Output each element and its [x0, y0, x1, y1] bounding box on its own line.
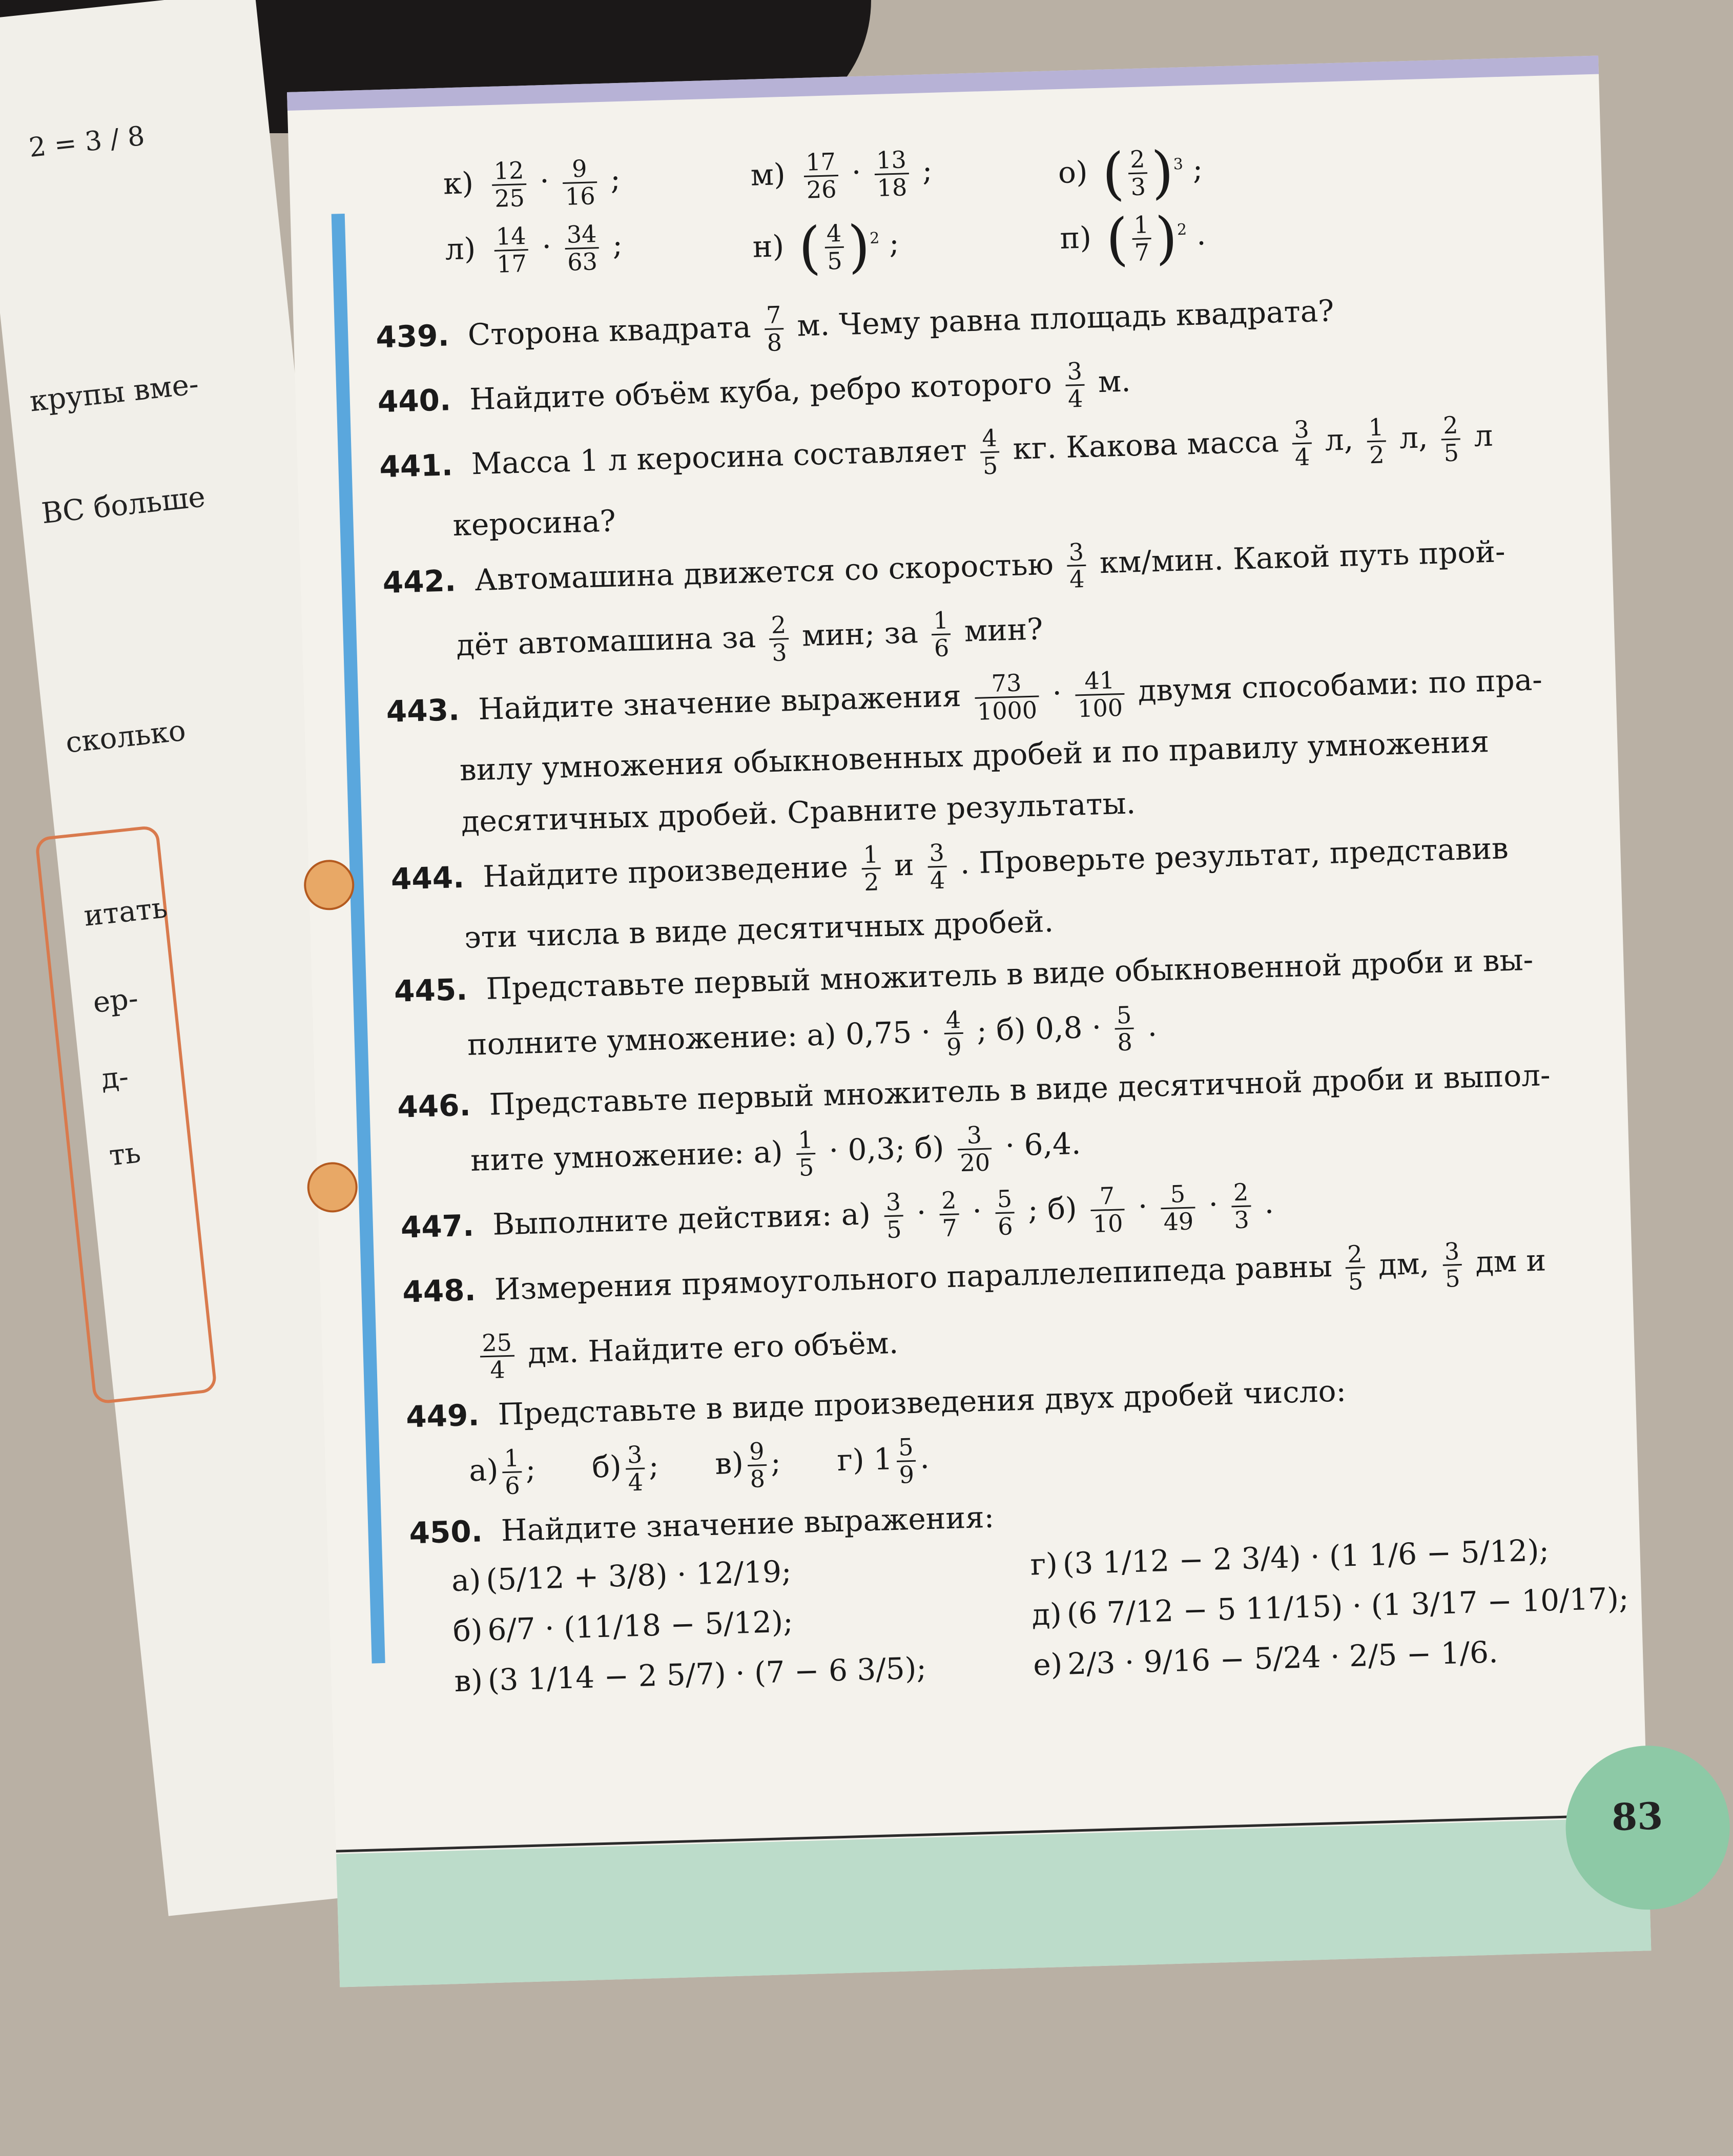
problem-439: 439. Сторона квадрата $\frac{7}{8}$ м. Чему равна площадь квадрата? — [375, 293, 1335, 357]
problem-443-line3: десятичных дробей. Сравните результаты. — [460, 785, 1136, 839]
problem-448: 448. Измерения прямоугольного параллелепипеда равны $\frac{2}{5}$ дм, $\frac{3}{5}$ дм и — [402, 1237, 1546, 1310]
item-450-e: е) 2/3 · 9/16 − 5/24 · 2/5 − 1/6. — [1033, 1634, 1499, 1683]
left-page-line: ть — [107, 1136, 142, 1173]
problem-450: 450. Найдите значение выражения: — [408, 1499, 995, 1550]
item-450-b: б) 6/7 · (11/18 − 5/12); — [452, 1604, 794, 1648]
left-page-line: ер- — [91, 982, 140, 1020]
problem-441: 441. Масса 1 л керосина составляет $\frac{4}{5}$ кг. Какова масса $\frac{3}{4}$ л, $\frac{1}{2}$ л, $\frac{2}{5}$ л — [379, 411, 1494, 484]
item-450-g: г) (3 1/12 − 2 3/4) · (1 1/6 − 5/12); — [1029, 1532, 1550, 1582]
problem-444: 444. Найдите произведение $\frac{1}{2}$ и $\frac{3}{4}$ . Проверьте результат, представив — [390, 831, 1509, 897]
item-450-v: в) (3 1/14 − 2 5/7) · (7 − 6 3/5); — [453, 1650, 927, 1698]
problem-445-line2: полните умножение: а) 0,75 · $\frac{4}{9}$ ; б) 0,8 · $\frac{5}{8}$ . — [467, 1001, 1158, 1062]
left-page-line: сколько — [64, 714, 188, 760]
left-page-line: д- — [99, 1060, 130, 1096]
problem-445: 445. Представьте первый множитель в виде обыкновенной дроби и вы- — [394, 942, 1534, 1009]
problem-443-line2: вилу умножения обыкновенных дробей и по правилу умножения — [459, 724, 1490, 788]
left-page-line: итать — [82, 891, 169, 933]
problem-440: 440. Найдите объём куба, ребро которого $\frac{3}{4}$ м. — [377, 357, 1131, 420]
page-content — [371, 128, 1629, 1700]
textbook-page — [287, 56, 1664, 1987]
problem-446-line2: ните умножение: а) $\frac{1}{5}$ · 0,3; б) $\frac{3}{20}$ · 6,4. — [470, 1121, 1082, 1181]
problem-442: 442. Автомашина движется со скоростью $\frac{3}{4}$ км/мин. Какой путь прой- — [382, 533, 1506, 600]
problem-446: 446. Представьте первый множитель в виде десятичной дроби и выпол- — [397, 1057, 1551, 1125]
item-o: о) ( $\frac{2}{3}$ )$^3$ ; — [1058, 139, 1203, 207]
item-n: н) ( $\frac{4}{5}$ )$^2$ ; — [752, 213, 900, 281]
problem-448-line2: $\frac{25}{4}$ дм. Найдите его объём. — [404, 1299, 1614, 1386]
item-450-d: д) (6 7/12 − 5 11/15) · (1 3/17 − 10/17); — [1031, 1580, 1629, 1632]
margin-blue-bar — [332, 214, 385, 1664]
problem-441-line2: керосина? — [452, 503, 616, 543]
item-k: к) $\frac{12}{25}$ · $\frac{9}{16}$ ; — [443, 154, 621, 213]
left-page-formula: 2 = 3 / 8 — [27, 120, 147, 164]
item-p: п) ( $\frac{1}{7}$ )$^2$ . — [1059, 204, 1207, 273]
left-page-line: ВС больше — [40, 480, 207, 531]
problem-444-line2: эти числа в виде десятичных дробей. — [464, 904, 1054, 956]
problem-450-items — [410, 1530, 1629, 1699]
page-bottom-band — [336, 1817, 1651, 1987]
item-m: м) $\frac{17}{26}$ · $\frac{13}{18}$ ; — [750, 146, 933, 204]
pair-work-icon — [303, 859, 355, 911]
item-450-a: а) (5/12 + 3/8) · 12/19; — [451, 1553, 792, 1598]
problem-449: 449. Представьте в виде произведения двух дробей число: — [405, 1373, 1347, 1435]
item-g: г) 1 $\frac{5}{9}$ . — [836, 1433, 930, 1489]
problem-442-line2: дёт автомашина за $\frac{2}{3}$ мин; за $\frac{1}{6}$ мин? — [456, 606, 1044, 667]
page-number: 83 — [1611, 1794, 1664, 1839]
item-v: в) $\frac{9}{8}$ ; — [714, 1437, 781, 1493]
item-b: б) $\frac{3}{4}$ ; — [591, 1441, 659, 1497]
item-l: л) $\frac{14}{17}$ · $\frac{34}{63}$ ; — [444, 220, 623, 278]
item-a: а) $\frac{1}{6}$ ; — [468, 1444, 537, 1500]
problem-447: 447. Выполните действия: а) $\frac{3}{5}$ · $\frac{2}{7}$ · $\frac{5}{6}$ ; б) $\frac{7}{10}$ · $\frac{5}{49}$ · $\frac{2}{3}$ . — [400, 1178, 1274, 1245]
problem-443: 443. Найдите значение выражения $\frac{73}{1000}$ · $\frac{41}{100}$ двумя способами: по пра- — [385, 662, 1543, 730]
left-page-line: крупы вме- — [28, 367, 200, 419]
